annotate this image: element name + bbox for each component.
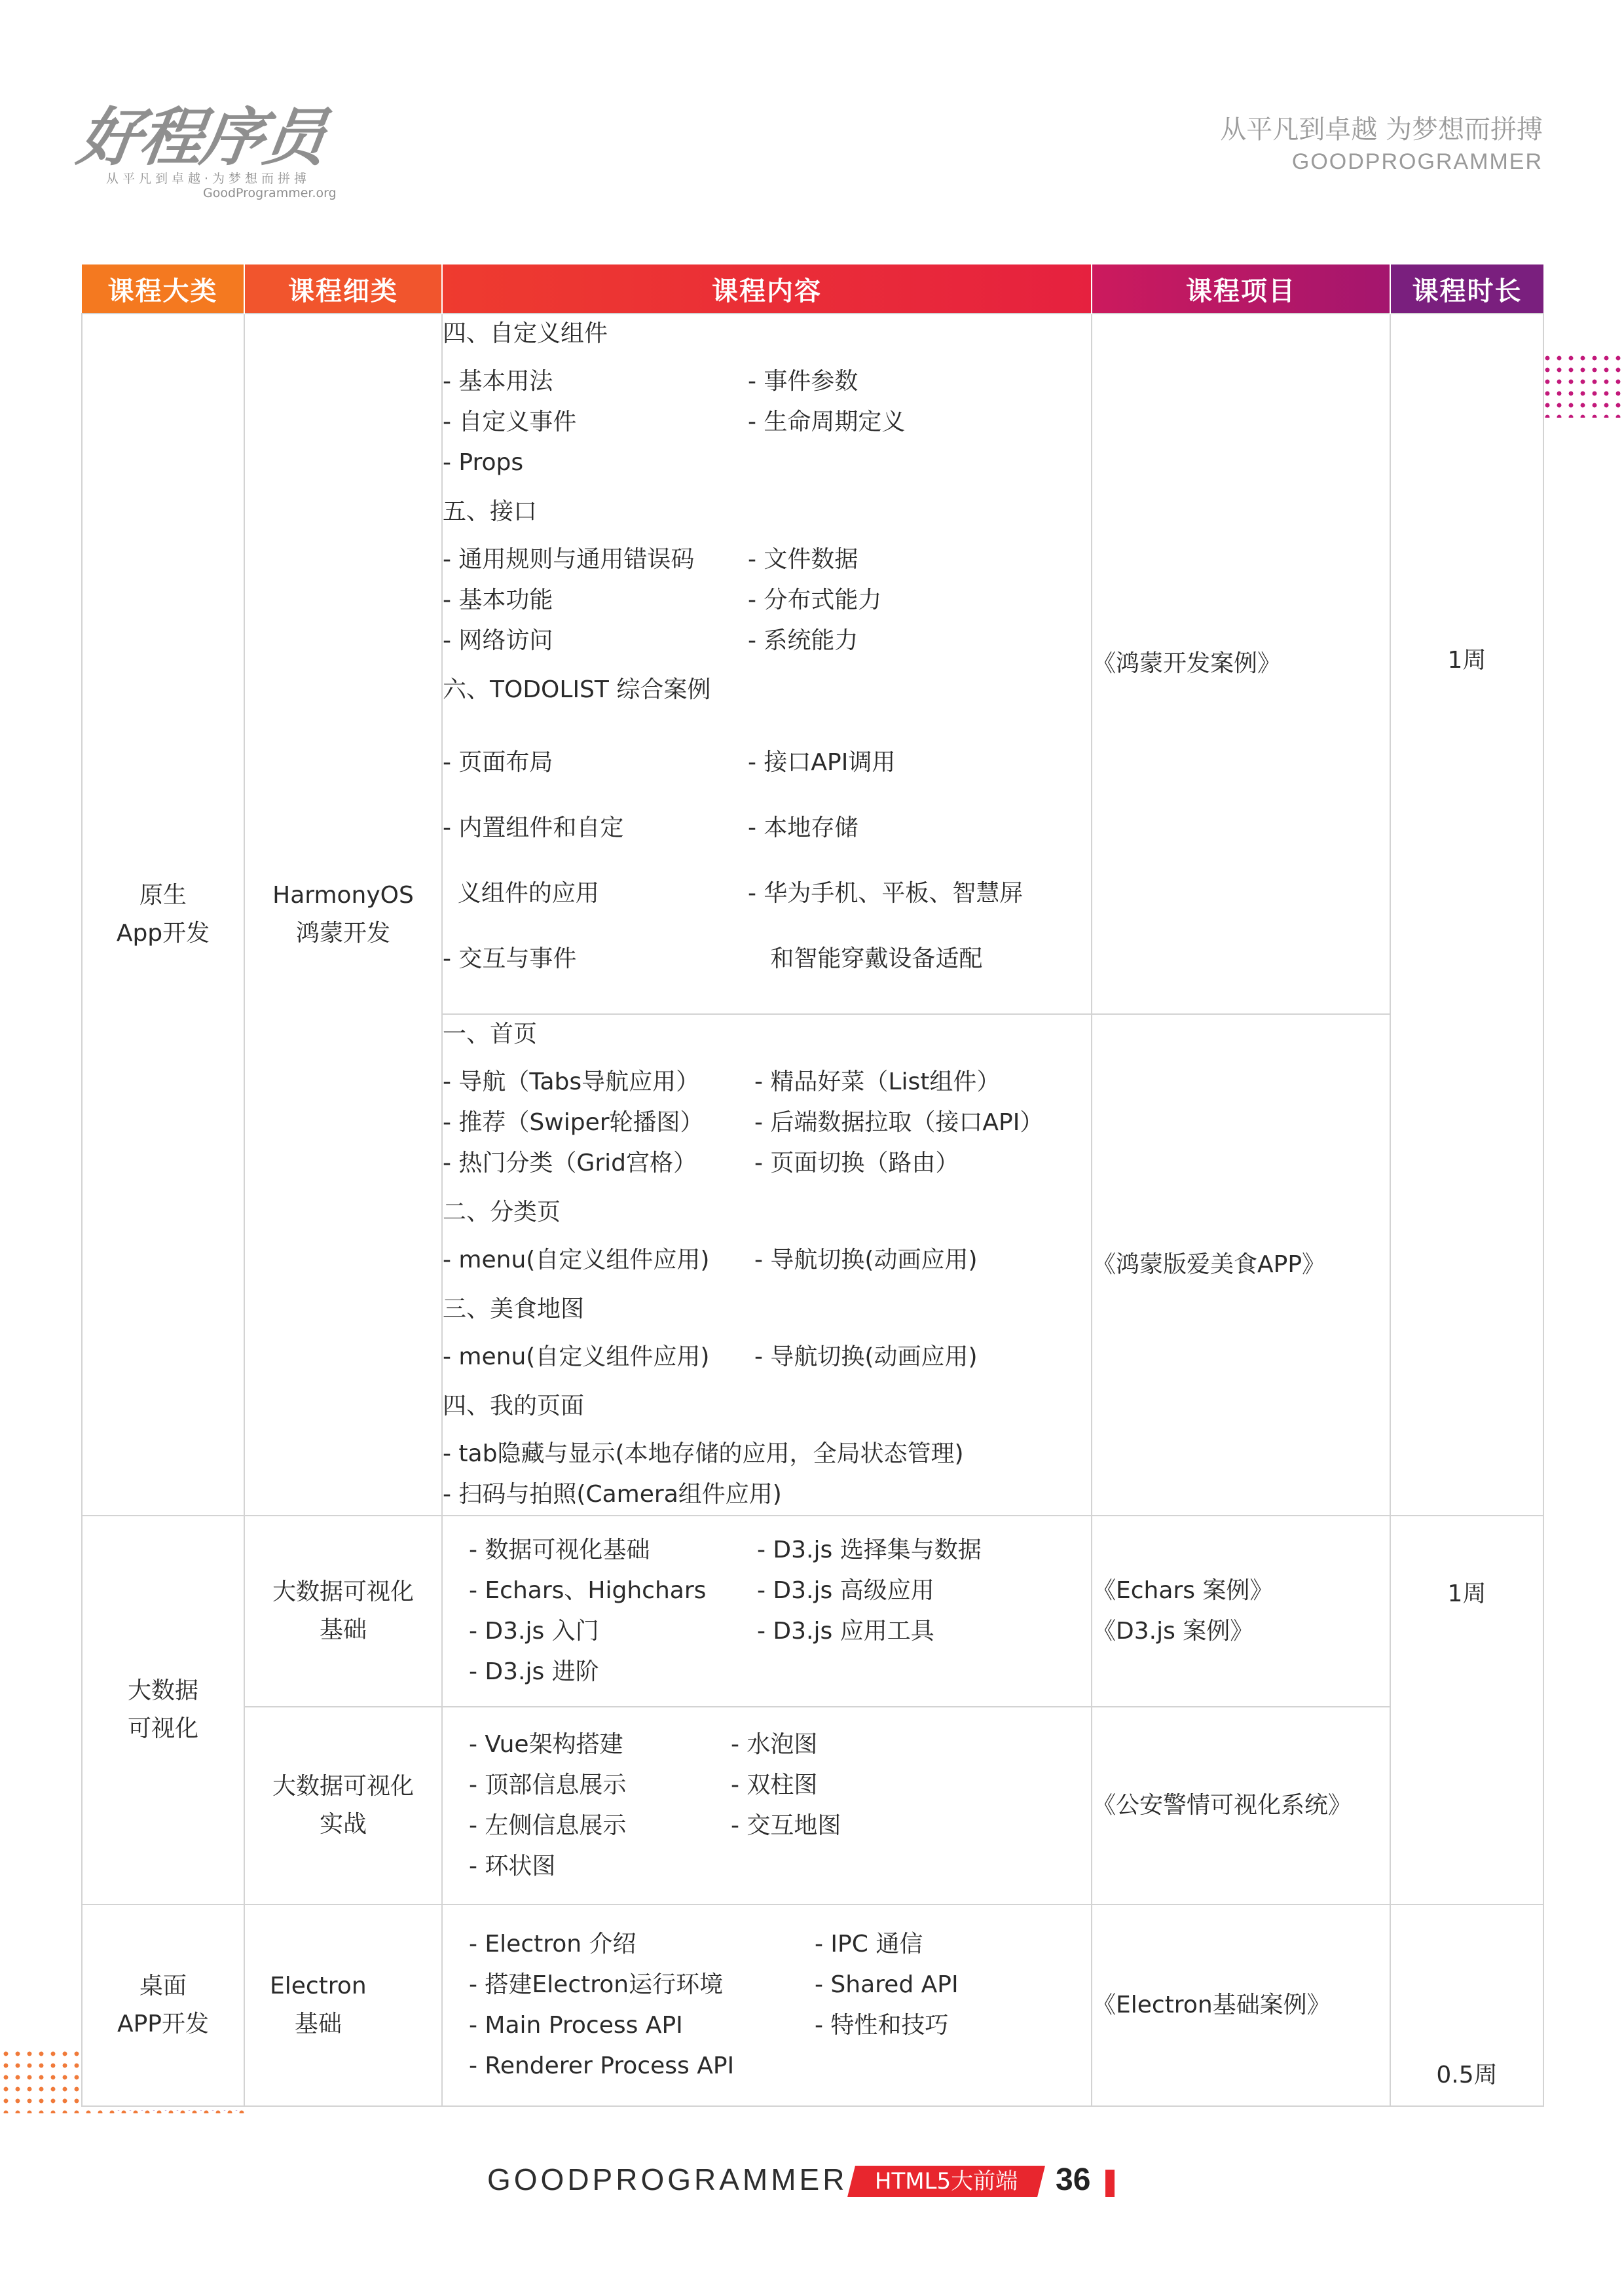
list-item: - 交互地图 bbox=[731, 1812, 841, 1839]
list-item: - 热门分类（Grid宫格） bbox=[443, 1150, 697, 1176]
footer-tag bbox=[847, 2166, 1045, 2197]
logo-text: 好程序员 bbox=[73, 101, 330, 174]
item-column bbox=[754, 1062, 1069, 1184]
list-item: - 分布式能力 bbox=[748, 587, 882, 613]
footer-brand: GOODPROGRAMMER bbox=[487, 2162, 848, 2196]
subcategory-block bbox=[270, 1967, 367, 2043]
footer-accent-bar bbox=[1105, 2170, 1115, 2197]
project-cell bbox=[1092, 314, 1390, 1014]
header-subcategory: 课程细类 bbox=[244, 264, 442, 314]
item-column bbox=[757, 1530, 1058, 1692]
project-name: 《鸿蒙版爱美食APP》 bbox=[1092, 1251, 1326, 1278]
list-item: - tab隐藏与显示(本地存储的应用，全局状态管理) bbox=[443, 1440, 964, 1467]
list-item: - 导航切换(动画应用) bbox=[754, 1343, 978, 1370]
list-item: - 顶部信息展示 bbox=[469, 1772, 627, 1798]
item-column bbox=[815, 1924, 1077, 2086]
item-grid bbox=[443, 718, 1091, 1004]
duration-value: 0.5周 bbox=[1436, 2062, 1498, 2088]
duration-value: 1周 bbox=[1447, 1580, 1486, 1607]
list-item: - 系统能力 bbox=[748, 627, 858, 654]
project-cell bbox=[1092, 1707, 1390, 1904]
list-item: - D3.js 入门 bbox=[469, 1618, 599, 1645]
section-title: 四、我的页面 bbox=[443, 1393, 585, 1419]
item-column bbox=[443, 539, 735, 661]
list-item: - Props bbox=[443, 449, 524, 476]
slogan-cn: 从平凡到卓越 为梦想而拼搏 bbox=[1220, 115, 1543, 145]
project-name: 《D3.js 案例》 bbox=[1092, 1618, 1254, 1645]
table-row bbox=[82, 1516, 1543, 1707]
project-name: 《Echars 案例》 bbox=[1092, 1577, 1274, 1604]
duration-cell bbox=[1390, 1516, 1543, 1904]
list-item: - 基本功能 bbox=[443, 587, 553, 613]
list-item: - D3.js 应用工具 bbox=[757, 1618, 934, 1645]
item-grid bbox=[469, 1924, 1067, 2086]
category-line: 可视化 bbox=[127, 1715, 198, 1742]
subcategory-line: 大数据可视化 bbox=[272, 1578, 414, 1605]
subcategory-cell bbox=[244, 1904, 442, 2106]
list-item: - 数据可视化基础 bbox=[469, 1537, 650, 1563]
subcategory-line: 大数据可视化 bbox=[272, 1773, 414, 1800]
category-line: APP开发 bbox=[117, 2011, 210, 2037]
header-duration: 课程时长 bbox=[1390, 264, 1543, 314]
logo-url: GoodProgrammer.org bbox=[203, 186, 337, 200]
category-line: App开发 bbox=[116, 920, 210, 947]
list-item: - 事件参数 bbox=[748, 368, 858, 395]
item-column bbox=[748, 539, 1040, 661]
list-item: - 交互与事件 bbox=[443, 945, 577, 972]
section-title: 三、美食地图 bbox=[443, 1296, 585, 1322]
item-grid bbox=[443, 361, 1091, 483]
project-cell bbox=[1092, 1516, 1390, 1707]
item-column bbox=[748, 361, 1040, 483]
content-cell bbox=[442, 314, 1092, 1014]
project-name: 《鸿蒙开发案例》 bbox=[1092, 650, 1282, 677]
project-name: 《公安警情可视化系统》 bbox=[1092, 1792, 1352, 1819]
subcategory-line: 基础 bbox=[319, 1616, 367, 1643]
item-grid bbox=[443, 539, 1091, 661]
subcategory-line: 实战 bbox=[319, 1811, 367, 1838]
item-column bbox=[748, 718, 1040, 1004]
slogan bbox=[1220, 113, 1543, 177]
section-title: 一、首页 bbox=[443, 1021, 538, 1048]
list-item: - Renderer Process API bbox=[469, 2052, 735, 2079]
item-grid bbox=[443, 1240, 1091, 1281]
footer bbox=[487, 2157, 1142, 2202]
item-column bbox=[469, 1724, 718, 1887]
section-title: 六、TODOLIST 综合案例 bbox=[443, 676, 711, 703]
list-item: - 左侧信息展示 bbox=[469, 1812, 627, 1839]
section-title: 二、分类页 bbox=[443, 1199, 561, 1226]
duration-cell bbox=[1390, 1904, 1543, 2106]
duration-cell bbox=[1390, 314, 1543, 1516]
header-category: 课程大类 bbox=[82, 264, 244, 314]
list-item: 和智能穿戴设备适配 bbox=[748, 945, 983, 972]
item-grid bbox=[443, 1337, 1091, 1377]
list-item: - 本地存储 bbox=[748, 814, 858, 841]
category-line: 大数据 bbox=[127, 1677, 198, 1704]
content-cell bbox=[442, 1516, 1092, 1707]
list-item: - 内置组件和自定 bbox=[443, 814, 624, 841]
item-column bbox=[469, 1530, 744, 1692]
list-item: - 页面布局 bbox=[443, 749, 553, 776]
item-grid bbox=[469, 1530, 1067, 1692]
item-grid bbox=[469, 1724, 1067, 1887]
subcategory-line: 基础 bbox=[294, 2011, 342, 2037]
list-item: - Main Process API bbox=[469, 2012, 683, 2039]
subcategory-line: 鸿蒙开发 bbox=[295, 920, 390, 947]
subcategory-cell bbox=[244, 1707, 442, 1904]
header-content: 课程内容 bbox=[442, 264, 1092, 314]
list-item: - menu(自定义组件应用) bbox=[443, 1247, 710, 1273]
item-grid bbox=[443, 1062, 1091, 1184]
footer-tag-label: HTML5大前端 bbox=[874, 2168, 1018, 2195]
list-item: - 通用规则与通用错误码 bbox=[443, 546, 695, 573]
project-cell bbox=[1092, 1014, 1390, 1516]
content-cell bbox=[442, 1707, 1092, 1904]
list-item: - 导航（Tabs导航应用） bbox=[443, 1068, 700, 1095]
list-item: - 页面切换（路由） bbox=[754, 1150, 959, 1176]
subcategory-line: Electron bbox=[270, 1973, 367, 1999]
list-item: - 基本用法 bbox=[443, 368, 553, 395]
list-item: - Vue架构搭建 bbox=[469, 1731, 623, 1758]
list-item: - 导航切换(动画应用) bbox=[754, 1247, 978, 1273]
list-item: - 后端数据拉取（接口API） bbox=[754, 1109, 1044, 1136]
section-title: 五、接口 bbox=[443, 498, 538, 525]
decorative-dots-right bbox=[1541, 352, 1624, 418]
subcategory-cell bbox=[244, 1516, 442, 1707]
duration-value: 1周 bbox=[1447, 647, 1486, 674]
table-row bbox=[82, 314, 1543, 1014]
logo-subtitle: 从平凡到卓越·为梦想而拼搏 bbox=[106, 172, 311, 186]
logo bbox=[73, 98, 354, 200]
list-item: - D3.js 选择集与数据 bbox=[757, 1537, 982, 1563]
item-list bbox=[443, 1434, 1091, 1515]
table-row bbox=[82, 1904, 1543, 2106]
header-project: 课程项目 bbox=[1092, 264, 1390, 314]
list-item: - 特性和技巧 bbox=[815, 2012, 949, 2039]
list-item: - 水泡图 bbox=[731, 1731, 818, 1758]
subcategory-cell bbox=[244, 314, 442, 1516]
list-item: - Shared API bbox=[815, 1971, 959, 1998]
table-header-row bbox=[82, 264, 1543, 314]
list-item: - 推荐（Swiper轮播图） bbox=[443, 1109, 704, 1136]
content-cell bbox=[442, 1904, 1092, 2106]
table-row bbox=[82, 1707, 1543, 1904]
slogan-en: GOODPROGRAMMER bbox=[1291, 149, 1543, 174]
item-column bbox=[443, 718, 735, 1004]
list-item: - 双柱图 bbox=[731, 1772, 818, 1798]
course-table bbox=[81, 264, 1544, 2107]
project-name: 《Electron基础案例》 bbox=[1092, 1992, 1331, 2018]
section-title: 四、自定义组件 bbox=[443, 320, 608, 347]
list-item: - D3.js 高级应用 bbox=[757, 1577, 934, 1604]
list-item: - IPC 通信 bbox=[815, 1931, 923, 1958]
project-cell bbox=[1092, 1904, 1390, 2106]
list-item: - 生命周期定义 bbox=[748, 409, 906, 435]
category-cell bbox=[82, 1516, 244, 1904]
content-cell bbox=[442, 1014, 1092, 1516]
list-item: 义组件的应用 bbox=[443, 880, 599, 907]
page-number: 36 bbox=[1056, 2162, 1091, 2197]
category-line: 桌面 bbox=[139, 1973, 187, 1999]
list-item: - menu(自定义组件应用) bbox=[443, 1343, 710, 1370]
list-item: - 接口API调用 bbox=[748, 749, 896, 776]
list-item: - 环状图 bbox=[469, 1853, 556, 1880]
list-item: - 网络访问 bbox=[443, 627, 553, 654]
list-item: - 搭建Electron运行环境 bbox=[469, 1971, 724, 1998]
item-column bbox=[731, 1724, 993, 1887]
list-item: - 扫码与拍照(Camera组件应用) bbox=[443, 1481, 782, 1508]
list-item: - Echars、Highchars bbox=[469, 1577, 707, 1604]
item-column bbox=[469, 1924, 802, 2086]
list-item: - Electron 介绍 bbox=[469, 1931, 637, 1958]
list-item: - D3.js 进阶 bbox=[469, 1658, 599, 1685]
category-cell bbox=[82, 1904, 244, 2106]
item-column bbox=[443, 361, 735, 483]
item-column bbox=[443, 1062, 741, 1184]
category-cell bbox=[82, 314, 244, 1516]
subcategory-line: HarmonyOS bbox=[272, 882, 414, 909]
list-item: - 自定义事件 bbox=[443, 409, 577, 435]
list-item: - 精品好菜（List组件） bbox=[754, 1068, 1001, 1095]
list-item: - 华为手机、平板、智慧屏 bbox=[748, 880, 1024, 907]
category-line: 原生 bbox=[139, 882, 187, 909]
list-item: - 文件数据 bbox=[748, 546, 858, 573]
